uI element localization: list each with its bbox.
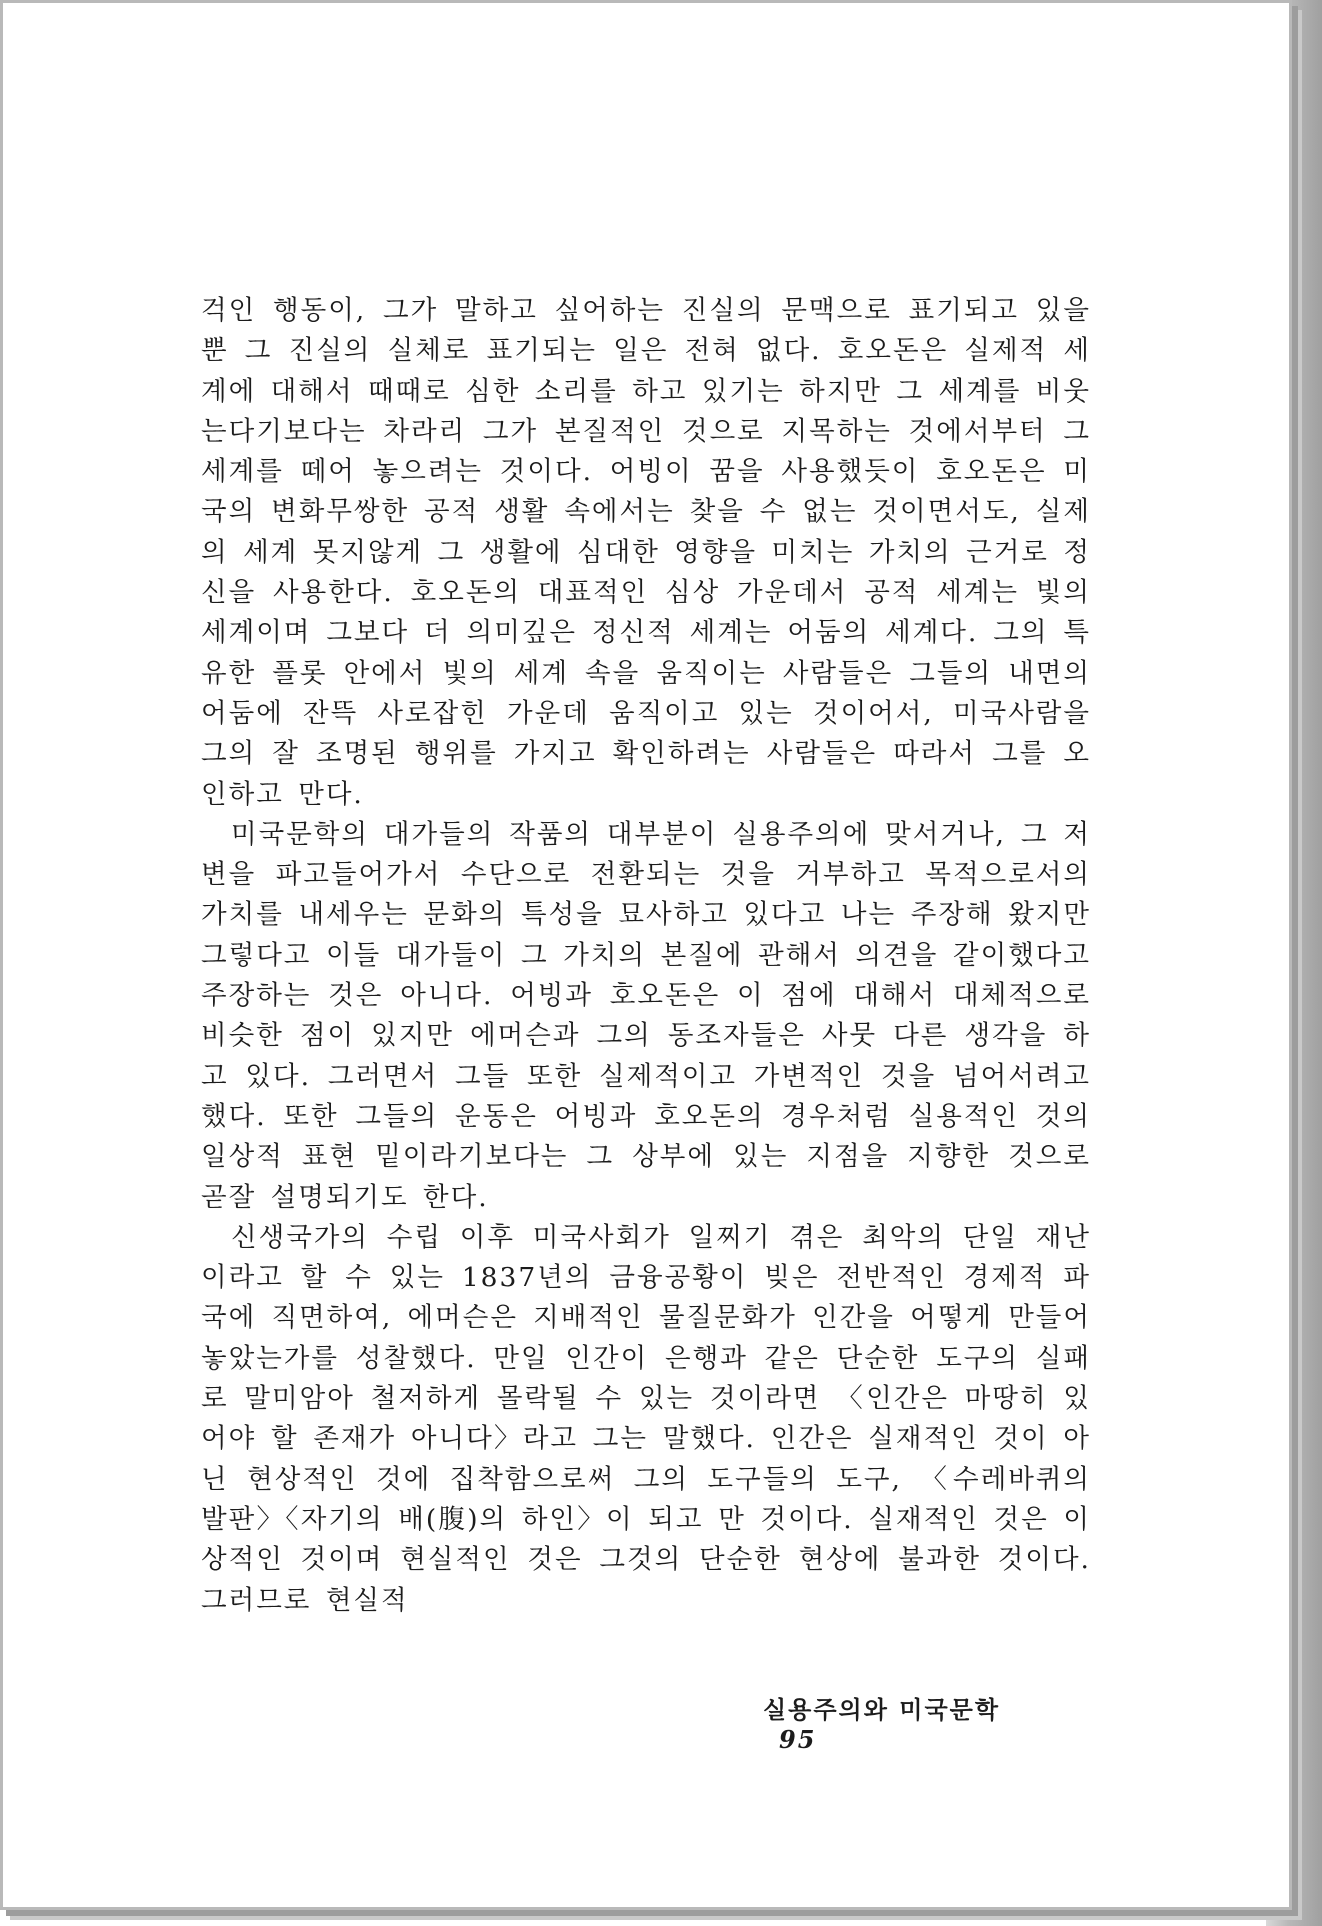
- paragraph-2: 미국문학의 대가들의 작품의 대부분이 실용주의에 맞서거나, 그 저변을 파고들어가서 수단으로 전환되는 것을 거부하고 목적으로서의 가치를 내세우는 문화의 특성을 묘사하고 있다고 나는 주장해 왔지만 그렇다고 이들 대가들이 그 가치의 본질에 관해서 의견을 같이했다고 주장하는 것은 아니다. 어빙과 호오돈은 이 점에 대해서 대체적으로 비슷한 점이 있지만 에머슨과 그의 동조자들은 사뭇 다른 생각을 하고 있다. 그러면서 그들 또한 실제적이고 가변적인 것을 넘어서려고 했다. 또한 그들의 운동은 어빙과 호오돈의 경우처럼 실용적인 것의 일상적 표현 밑이라기보다는 그 상부에 있는 지점을 지향한 것으로 곧잘 설명되기도 한다.: [201, 818, 1091, 1213]
- running-title: 실용주의와 미국문학: [763, 1695, 1001, 1724]
- page-body: [201, 291, 1091, 1621]
- paragraph-3: 신생국가의 수립 이후 미국사회가 일찌기 겪은 최악의 단일 재난이라고 할 수 있는 1837년의 금융공황이 빚은 전반적인 경제적 파국에 직면하여, 에머슨은 지배적인 물질문화가 인간을 어떻게 만들어 놓았는가를 성찰했다. 만일 인간이 은행과 같은 단순한 도구의 실패로 말미암아 철저하게 몰락될 수 있는 것이라면 〈인간은 마땅히 있어야 할 존재가 아니다〉라고 그는 말했다. 인간은 실재적인 것이 아닌 현상적인 것에 집착함으로써 그의 도구들의 도구, 〈수레바퀴의 발판〉〈자기의 배(腹)의 하인〉이 되고 만 것이다. 실재적인 것은 이상적인 것이며 현실적인 것은 그것의 단순한 현상에 불과한 것이다. 그러므로 현실적: [201, 1221, 1091, 1616]
- page-footer: [763, 1690, 1063, 1754]
- page-number: 95: [779, 1725, 817, 1754]
- paragraph-1: 걱인 행동이, 그가 말하고 싶어하는 진실의 문맥으로 표기되고 있을 뿐 그 진실의 실체로 표기되는 일은 전혀 없다. 호오돈은 실제적 세계에 대해서 때때로 심한 소리를 하고 있기는 하지만 그 세계를 비웃는다기보다는 차라리 그가 본질적인 것으로 지목하는 것에서부터 그 세계를 떼어 놓으려는 것이다. 어빙이 꿈을 사용했듯이 호오돈은 미국의 변화무쌍한 공적 생활 속에서는 찾을 수 없는 것이면서도, 실제의 세계 못지않게 그 생활에 심대한 영향을 미치는 가치의 근거로 정신을 사용한다. 호오돈의 대표적인 심상 가운데서 공적 세계는 빛의 세계이며 그보다 더 의미깊은 정신적 세계는 어둠의 세계다. 그의 특유한 플롯 안에서 빛의 세계 속을 움직이는 사람들은 그들의 내면의 어둠에 잔뜩 사로잡힌 가운데 움직이고 있는 것이어서, 미국사람을 그의 잘 조명된 행위를 가지고 확인하려는 사람들은 따라서 그를 오인하고 만다.: [201, 295, 1091, 810]
